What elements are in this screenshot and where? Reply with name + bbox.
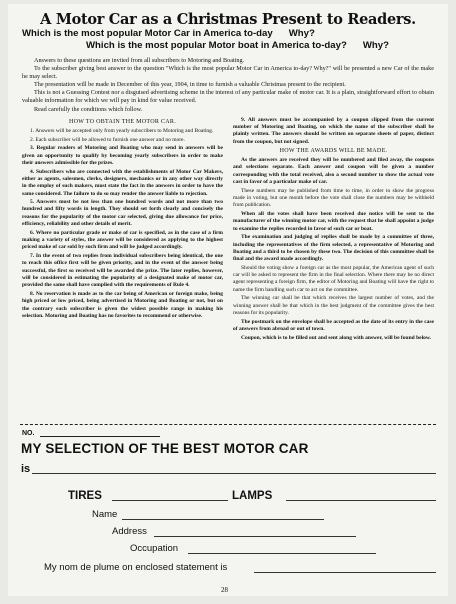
rule-paragraph: 6. Where no particular grade or make of car is specified, as in the case of a firm making a variety of styles, the answer will be considered as applying to the highest priced make of car sold by such firm and will be judged accordingly. [22,229,223,251]
coupon-number-label: NO. [22,430,35,437]
lamps-label: LAMPS [232,490,273,502]
coupon-number-field[interactable] [40,436,160,437]
name-field[interactable] [122,519,324,520]
award-paragraph: When all the votes shall have been received due notice will be sent to the manufacturer of the winning motor car, with the request that he shall appoint a judge to examine the replies recorded in favor of such car or boat. [233,211,434,232]
intro-paragraph: Answers to these questions are invited from all subscribers to Motoring and Boating. [34,57,245,64]
name-label: Name [92,509,118,520]
nom-de-plume-label: My nom de plume on enclosed statement is [44,562,228,573]
right-column [233,117,434,344]
award-paragraph: Coupon, which is to be filled out and sent along with answer, will be found below. [241,334,431,341]
rule-paragraph: 3. Regular readers of Motoring and Boating who may send in answers will be given an opportunity to qualify by becoming yearly subscribers in order to make their answers admissible for the prizes. [22,145,223,166]
rule-paragraph: 9. All answers must be accompanied by a coupon clipped from the current number of Motoring and Boating, on which the name of the subscriber shall be plainly written. The answers should be written on separate sheets of paper, distinct from the coupon, but not signed. [233,116,434,145]
left-column [22,117,223,344]
intro-paragraph: This is not a Guessing Contest nor a disguised advertising scheme in the interest of any particular make of motor car. It is a plain, straightforward effort to obtain valuable information for which we will pay in kind for value received. [22,89,434,105]
award-paragraph: These numbers may be published from time to time, in order to show the progress made in voting, but one month before the vote shall close the numbers may be withheld from publication. [233,187,434,209]
intro-section [22,57,434,114]
rule-paragraph: 7. In the event of two replies from individual subscribers being identical, the one to reach this office first will be given priority, and in the event of the answer being successful, the first so received will be awarded the prize. The later replies, however, will be considered in estimating the popularity of a designated make of motor car, provided the same shall have complied with the requirements of Rule 4. [22,253,223,289]
is-label: is [21,463,31,475]
left-heading: HOW TO OBTAIN THE MOTOR CAR. [68,118,177,125]
award-paragraph: The winning car shall be that which receives the largest number of votes, and the winning answer shall be that which in the best judgment of the committee gives the best reasons for its popularity. [233,295,434,317]
rule-paragraph: 2. Each subscriber will be allowed to furnish one answer and no more. [30,136,185,143]
address-field[interactable] [154,536,356,537]
selection-heading: MY SELECTION OF THE BEST MOTOR CAR [21,441,309,456]
question-motor-car [22,28,448,40]
rule-paragraph: 4. Subscribers who are connected with the establishments of Motor Car Makers, either as agents, salesmen, clerks, designers, mechanics or in any other way directly in the employ of such makers, must state the fact in the answers in order to have the same considered. The failure to do so may render the answer liable to rejection. [22,168,223,197]
address-label: Address [112,526,147,537]
coupon-cut-line [20,424,436,425]
rule-paragraph: 1. Answers will be accepted only from yearly subscribers to Motoring and Boating. [30,127,214,134]
selection-field[interactable] [32,473,436,474]
rule-paragraph: 8. No reservation is made as to the car being of American or foreign make, being high priced or low priced, being advertised in Motoring and Boating or not, but on the contrary each subscriber is given the widest possible range in making his selection. Motoring and Boating has no favorites to recommend or otherwise. [22,290,223,319]
question-motor-boat-text: Which is the most popular Motor boat in America to-day? [86,40,347,51]
rule-paragraph: 5. Answers must be not less than one hundred words and not more than two hundred and fifty words in length. They should set forth clearly and concisely the reasons for the popularity of the motor car selected, giving due allowance for price, efficiency, reliability and other details of merit. [22,199,223,228]
intro-paragraph: Read carefully the conditions which follow. [34,105,143,113]
intro-paragraph: The presentation will be made in December of this year, 1904, in time to furnish a valuable Christmas present to the recipient. [34,81,346,89]
lamps-field[interactable] [286,500,436,501]
award-paragraph: As the answers are received they will be numbered and filed away, the coupons and selections separate. Each answer and coupon will be given a number corresponding with the total received, also a second number to show the actual vote cast in favor of a particular make of car. [233,157,434,186]
rules-columns [22,117,434,344]
question-motor-boat-why: Why? [362,40,389,51]
page-number: 28 [221,586,228,594]
tires-field[interactable] [112,500,228,501]
page-title: A Motor Car as a Christmas Present to Readers. [40,11,416,28]
right-heading: HOW THE AWARDS WILL BE MADE. [279,147,388,154]
occupation-label: Occupation [130,543,179,554]
award-paragraph: The examination and judging of replies shall be made by a committee of three, including the representatives of the firm selected, a representative of Motoring and Boating and a third to be chosen by these two. The decision of this committee shall be final and the award made accordingly. [233,234,434,263]
occupation-field[interactable] [188,553,376,554]
intro-paragraph: To the subscriber giving best answer to the question "Which is the most popular Motor Car in America to-day? Why?" will be presented a new Car of the make he may select. [22,65,434,81]
question-motor-car-why: Why? [288,28,315,39]
award-paragraph: The postmark on the envelope shall be accepted as the date of its entry in the case of answers from abroad or out of town. [233,318,434,333]
magazine-page [8,4,448,596]
tires-label: TIRES [68,490,102,502]
question-motor-car-text: Which is the most popular Motor Car in America to-day [22,28,273,39]
nom-de-plume-field[interactable] [254,572,436,573]
award-paragraph: Should the voting show a foreign car as the most popular, the American agent of such car will be asked to represent the firm in the final selection. Where there may be no direct agent representing a foreign firm, the editor of Motoring and Boating will have the right to name the firm handling such car to act on the committee. [233,264,434,293]
question-motor-boat [86,40,448,52]
